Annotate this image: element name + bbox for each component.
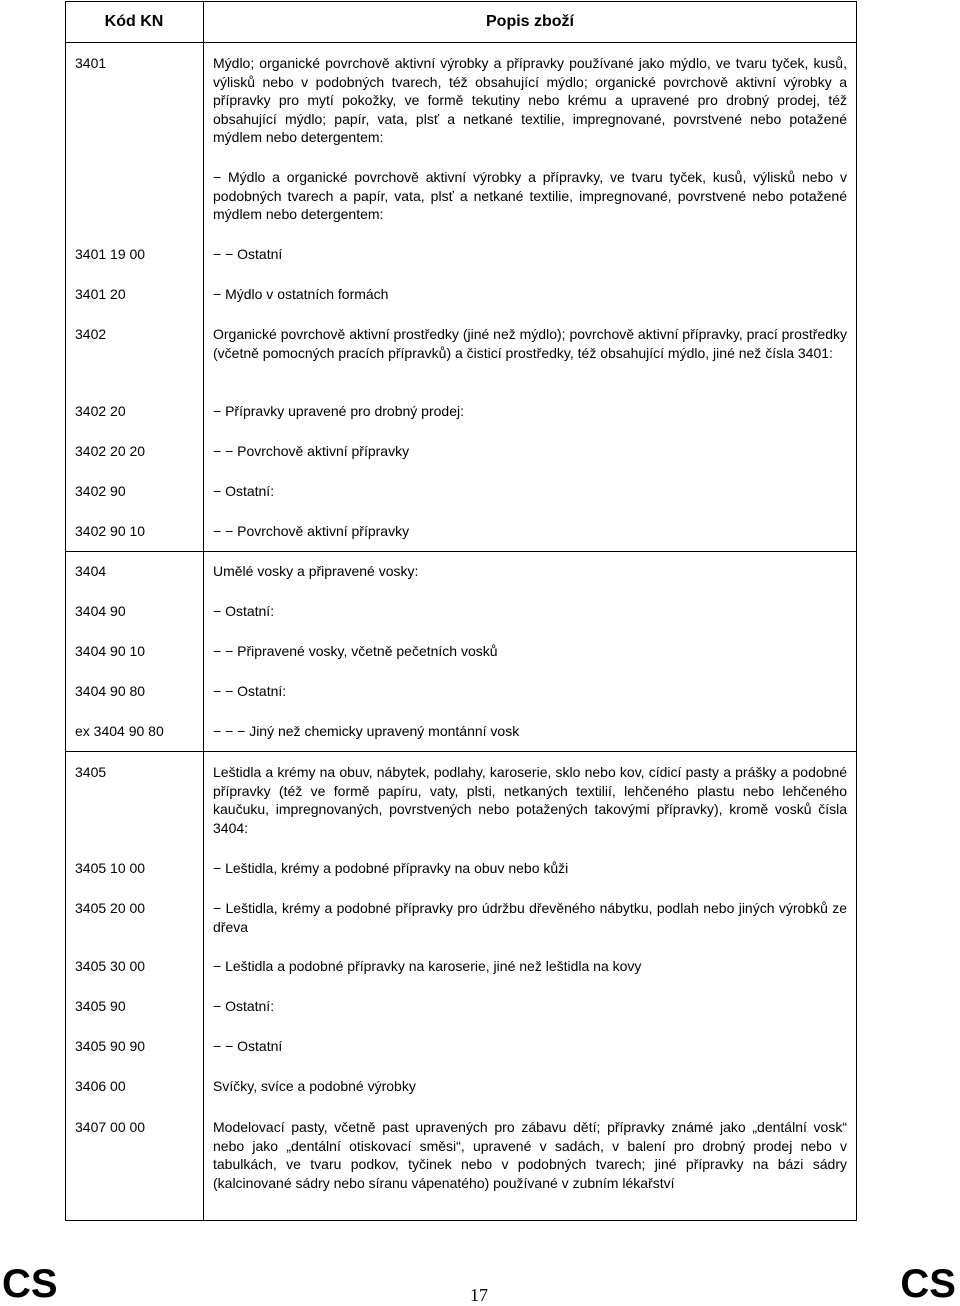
table-row-description: − Přípravky upravené pro drobný prodej: (213, 403, 464, 419)
column-header-code: Kód KN (104, 13, 164, 30)
table-row-description: − − Ostatní (213, 246, 283, 262)
table-row-code: 3401 19 00 (75, 246, 146, 262)
table-row-code: 3402 90 10 (75, 523, 146, 539)
table-row-description: Organické povrchově aktivní prostředky (jiné než mýdlo); povrchově aktivní přípravky, prací prostředky (včetně pomocných pracích přípravků) a čisticí prostředky, též obsahující mýdlo, jiné než čísla 3401: (213, 326, 847, 361)
table-row-description: − − Povrchově aktivní přípravky (213, 443, 410, 459)
table-row-description: − − Ostatní: (213, 683, 287, 699)
page-number: 17 (470, 1285, 488, 1305)
row-divider (65, 751, 857, 752)
language-mark-right: CS (900, 1262, 956, 1306)
table-row-description: − Mýdlo a organické povrchově aktivní výrobky a přípravky, ve tvaru tyček, kusů, výlisků nebo v podobných tvarech a papír, vata, plsť a netkané textilie, impregnované, povrstvené nebo potažené mýdlem nebo detergentem: (213, 169, 847, 222)
table-row-description: Leštidla a krémy na obuv, nábytek, podlahy, karoserie, sklo nebo kov, cídicí pasty a prášky a podobné přípravky (též ve formě papíru, vaty, plsti, netkaných textilií, lehčeného plastu nebo lehčeného kaučuku, impregnovaných, povrstvených nebo potažených takovými přípravky), kromě vosků čísla 3404: (213, 764, 847, 836)
table-row-code: 3407 00 00 (75, 1119, 146, 1135)
table-row-code: 3405 90 90 (75, 1038, 146, 1054)
table-row-code: 3405 20 00 (75, 900, 146, 916)
table-row-code: 3404 90 80 (75, 683, 146, 699)
table-row-description: − Leštidla, krémy a podobné přípravky na obuv nebo kůži (213, 860, 569, 876)
table-row-code: 3405 90 (75, 998, 126, 1014)
table-row-description: − Ostatní: (213, 603, 275, 619)
table-row-code: 3401 20 (75, 286, 126, 302)
table-row-code: 3404 (75, 563, 107, 579)
table-row-description: − − Ostatní (213, 1038, 283, 1054)
table-row-code: 3402 20 20 (75, 443, 146, 459)
table-row-description: − Ostatní: (213, 483, 275, 499)
table-row-code: 3402 (75, 326, 107, 342)
column-header-description: Popis zboží (486, 13, 574, 30)
table-row-code: 3405 (75, 764, 107, 780)
table-row-description: − − Připravené vosky, včetně pečetních vosků (213, 643, 498, 659)
table-row-code: ex 3404 90 80 (75, 723, 164, 739)
table-row-code: 3405 30 00 (75, 958, 146, 974)
table-row-description: − Mýdlo v ostatních formách (213, 286, 389, 302)
table-row-description: − Leštidla a podobné přípravky na karoserie, jiné než leštidla na kovy (213, 958, 642, 974)
table-row-description: − − − Jiný než chemicky upravený montánní vosk (213, 723, 520, 739)
table-row-code: 3402 90 (75, 483, 126, 499)
language-mark-left: CS (2, 1262, 58, 1306)
table-row-code: 3401 (75, 55, 107, 71)
table-row-description: Svíčky, svíce a podobné výrobky (213, 1078, 416, 1094)
table-row-description: − Leštidla, krémy a podobné přípravky pro údržbu dřevěného nábytku, podlah nebo jiných výrobků ze dřeva (213, 900, 847, 935)
column-divider (203, 1, 204, 1221)
table-row-description: − Ostatní: (213, 998, 275, 1014)
table-row-code: 3406 00 (75, 1078, 126, 1094)
table-row-code: 3405 10 00 (75, 860, 146, 876)
table-row-description: − − Povrchově aktivní přípravky (213, 523, 410, 539)
table-row-code: 3404 90 (75, 603, 126, 619)
table-row-description: Modelovací pasty, včetně past upravených pro zábavu dětí; přípravky známé jako „dentální vosk“ nebo jako „dentální otiskovací směsi“, upravené v sadách, v balení pro drobný prodej nebo v tabulkách, ve tvaru podkov, tyčinek nebo v podobných tvarech; jiné přípravky na bázi sádry (kalcinované sádry nebo síranu vápenatého) používané v zubním lékařství (213, 1119, 847, 1191)
header-divider (65, 42, 857, 43)
row-divider (65, 551, 857, 552)
table-row-description: Mýdlo; organické povrchově aktivní výrobky a přípravky používané jako mýdlo, ve tvaru tyček, kusů, výlisků nebo v podobných tvarech, též obsahující mýdlo; organické povrchově aktivní výrobky a přípravky pro mytí pokožky, ve formě tekutiny nebo krému a upravené pro drobný prodej, též obsahující mýdlo; papír, vata, plsť a netkané textilie, impregnované, povrstvené nebo potažené mýdlem nebo detergentem: (213, 55, 847, 145)
table-row-code: 3404 90 10 (75, 643, 146, 659)
table-row-description: Umělé vosky a připravené vosky: (213, 563, 419, 579)
table-row-code: 3402 20 (75, 403, 126, 419)
